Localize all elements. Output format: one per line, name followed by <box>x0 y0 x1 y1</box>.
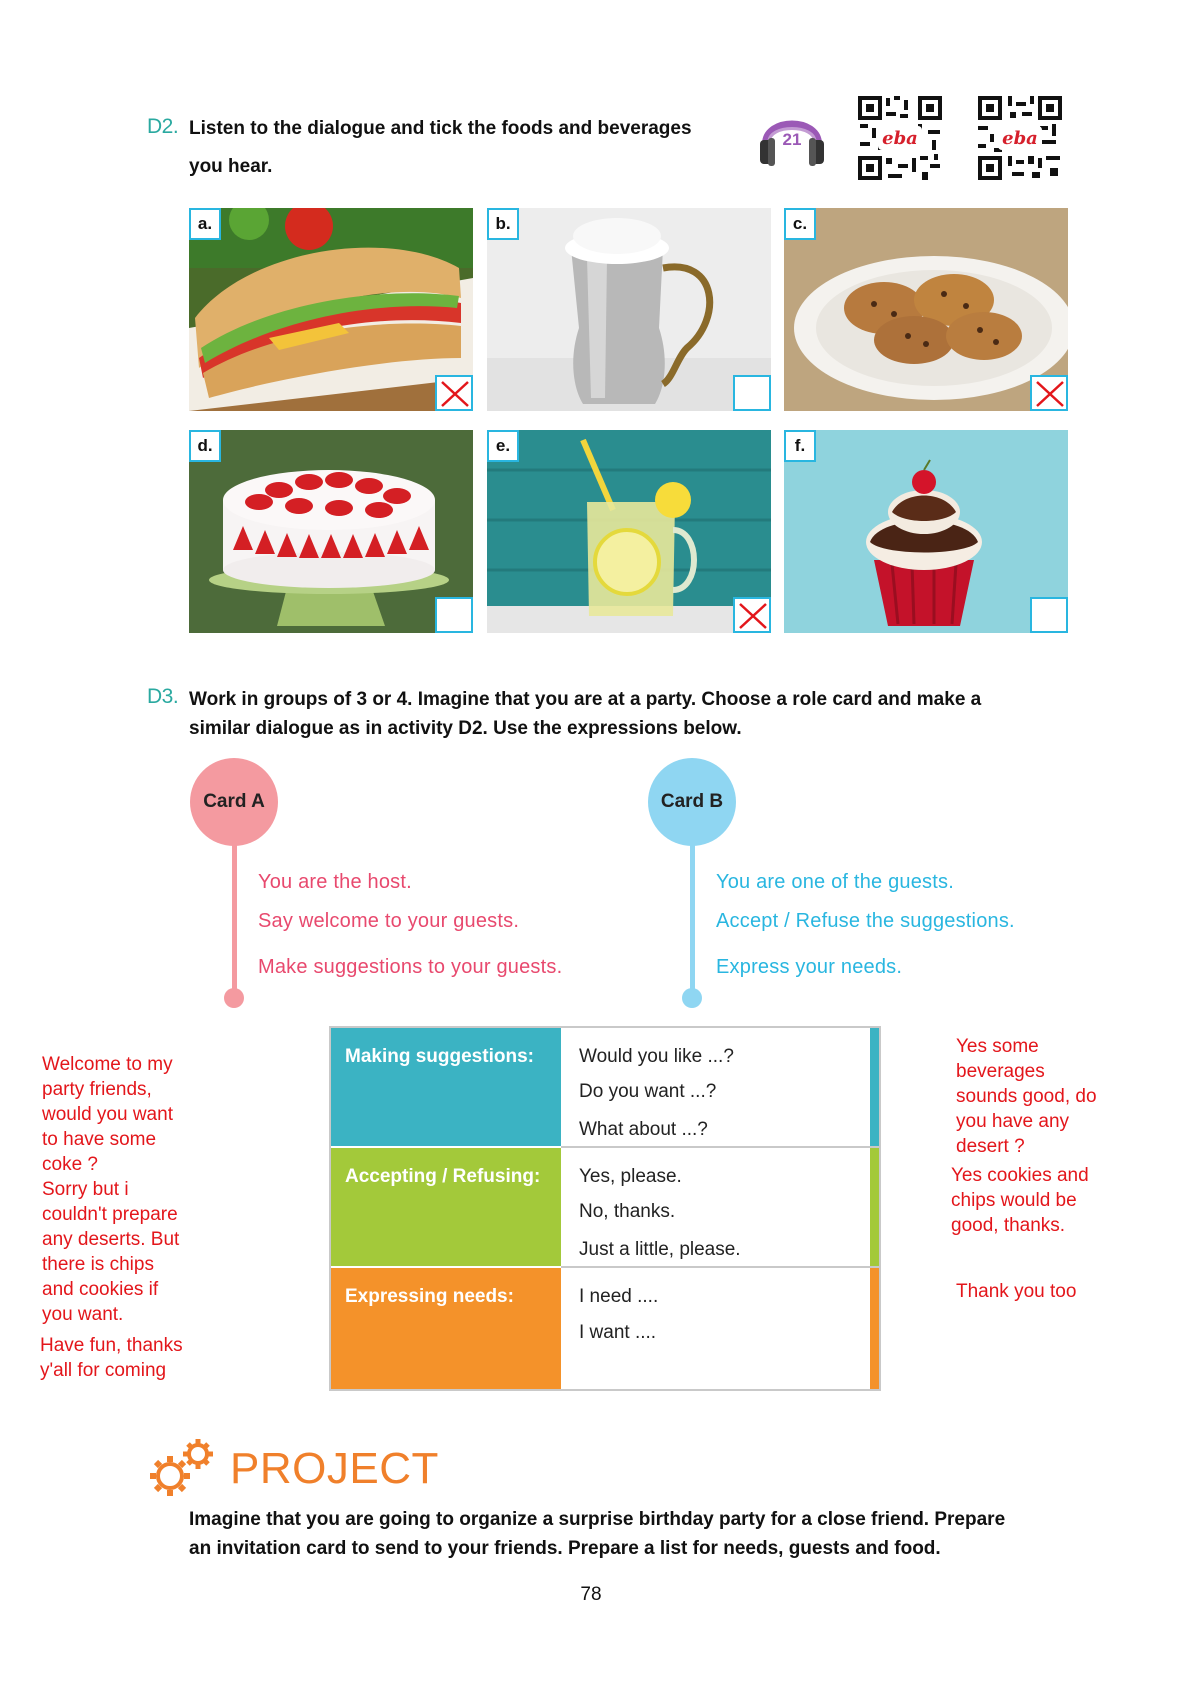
annotation-line: couldn't prepare <box>42 1204 178 1225</box>
annotation-guest-reply-1 <box>956 1034 1097 1159</box>
card-b-line-3: Express your needs. <box>716 956 903 978</box>
table-row-label: Expressing needs: <box>331 1268 561 1389</box>
annotation-line: party friends, <box>42 1079 152 1100</box>
annotation-line: you have any <box>956 1111 1070 1132</box>
page-number: 78 <box>580 1584 602 1605</box>
table-cell-line: I need .... <box>579 1286 659 1307</box>
card-a-line-2: Say welcome to your guests. <box>258 910 520 932</box>
table-row-label: Making suggestions: <box>331 1028 561 1146</box>
annotation-line: Welcome to my <box>42 1054 173 1075</box>
photo-e-label: e. <box>487 430 519 462</box>
qr-code-2[interactable] <box>976 94 1064 182</box>
qr-code-icon <box>976 94 1064 182</box>
photo-c-cookies <box>784 208 1068 411</box>
photo-b-ayran <box>487 208 771 411</box>
table-cell-line: Would you like ...? <box>579 1046 734 1067</box>
annotation-line: you want. <box>42 1304 124 1325</box>
photo-a-checkbox[interactable] <box>435 375 473 411</box>
project-line1: Imagine that you are going to organize a surprise birthday party for a close friend. Prepare <box>189 1509 1006 1530</box>
photo-d-checkbox[interactable] <box>435 597 473 633</box>
photo-d-cake <box>189 430 473 633</box>
table-row-accepting <box>331 1148 879 1266</box>
cross-mark-icon <box>1034 379 1066 409</box>
photo-a-sandwich <box>189 208 473 411</box>
annotation-line: to have some <box>42 1129 157 1150</box>
ayran-image <box>487 208 771 411</box>
card-a-line-1: You are the host. <box>258 871 412 893</box>
annotation-line: y'all for coming <box>40 1360 167 1381</box>
table-row-suggestions <box>331 1028 879 1146</box>
cookies-image <box>784 208 1068 411</box>
annotation-line: good, thanks. <box>951 1215 1066 1236</box>
project-instruction <box>189 1505 1005 1563</box>
table-cell-line: Just a little, please. <box>579 1239 741 1260</box>
card-a-stem <box>232 840 237 990</box>
annotation-line: would you want <box>42 1104 173 1125</box>
annotation-line: any deserts. But <box>42 1229 180 1250</box>
photo-f-checkbox[interactable] <box>1030 597 1068 633</box>
table-row-needs <box>331 1268 879 1389</box>
d3-instruction-line2: similar dialogue as in activity D2. Use the expressions below. <box>189 718 742 739</box>
table-cell-line: Yes, please. <box>579 1166 682 1187</box>
table-row-label: Accepting / Refusing: <box>331 1148 561 1266</box>
card-b-line-1: You are one of the guests. <box>716 871 954 893</box>
annotation-host-dialogue <box>42 1052 179 1327</box>
svg-text:eba: eba <box>1002 128 1038 149</box>
table-cell-line: No, thanks. <box>579 1201 676 1222</box>
annotation-guest-reply-3: Thank you too <box>956 1281 1077 1302</box>
d2-instruction-line1: Listen to the dialogue and tick the foods and beverages <box>189 118 692 139</box>
sandwich-image <box>189 208 473 411</box>
annotation-line: Yes cookies and <box>951 1165 1089 1186</box>
table-row-accent <box>870 1148 879 1266</box>
audio-track-button[interactable] <box>756 100 828 172</box>
annotation-line: coke ? <box>42 1154 98 1175</box>
annotation-line: beverages <box>956 1061 1045 1082</box>
card-b-title: Card B <box>648 758 736 846</box>
card-a-line-3: Make suggestions to your guests. <box>258 956 563 978</box>
annotation-line: Yes some <box>956 1036 1039 1057</box>
photo-c-checkbox[interactable] <box>1030 375 1068 411</box>
annotation-line: chips would be <box>951 1190 1077 1211</box>
gears-icon <box>146 1436 222 1500</box>
annotation-host-closing <box>40 1333 183 1383</box>
lemonade-image <box>487 430 771 633</box>
d3-instruction <box>189 685 981 743</box>
photo-b-label: b. <box>487 208 519 240</box>
project-title: PROJECT <box>230 1444 439 1493</box>
audio-track-number: 21 <box>782 130 802 149</box>
annotation-line: Sorry but i <box>42 1179 129 1200</box>
d2-instruction-line2: you hear. <box>189 156 273 177</box>
table-cell-line: What about ...? <box>579 1119 708 1140</box>
photo-e-checkbox[interactable] <box>733 597 771 633</box>
strawberry-cake-image <box>189 430 473 633</box>
qr-code-icon <box>856 94 944 182</box>
d3-instruction-line1: Work in groups of 3 or 4. Imagine that you are at a party. Choose a role card and make a <box>189 689 982 710</box>
annotation-line: Have fun, thanks <box>40 1335 183 1356</box>
svg-text:eba: eba <box>882 128 918 149</box>
card-a-title: Card A <box>190 758 278 846</box>
expressions-table <box>329 1026 881 1391</box>
annotation-line: sounds good, do <box>956 1086 1097 1107</box>
card-b-stem <box>690 840 695 990</box>
table-row-accent <box>870 1268 879 1389</box>
photo-e-lemonade <box>487 430 771 633</box>
table-cell-line: I want .... <box>579 1322 657 1343</box>
card-a-drop <box>224 988 244 1008</box>
photo-c-label: c. <box>784 208 816 240</box>
table-row-accent <box>870 1028 879 1146</box>
photo-b-checkbox[interactable] <box>733 375 771 411</box>
card-b-line-2: Accept / Refuse the suggestions. <box>716 910 1015 932</box>
annotation-line: desert ? <box>956 1136 1025 1157</box>
table-cell-line: Do you want ...? <box>579 1081 717 1102</box>
photo-d-label: d. <box>189 430 221 462</box>
card-b-drop <box>682 988 702 1008</box>
annotation-guest-reply-2 <box>951 1163 1089 1238</box>
d2-number: D2. <box>147 115 179 138</box>
cupcake-image <box>784 430 1068 633</box>
d2-instruction <box>189 110 692 186</box>
project-line2: an invitation card to send to your friends. Prepare a list for needs, guests and food. <box>189 1538 941 1559</box>
photo-a-label: a. <box>189 208 221 240</box>
annotation-line: there is chips <box>42 1254 154 1275</box>
photo-f-cupcake <box>784 430 1068 633</box>
photo-f-label: f. <box>784 430 816 462</box>
annotation-line: and cookies if <box>42 1279 159 1300</box>
d3-number: D3. <box>147 685 179 708</box>
cross-mark-icon <box>439 379 471 409</box>
qr-code-1[interactable] <box>856 94 944 182</box>
cross-mark-icon <box>737 601 769 631</box>
